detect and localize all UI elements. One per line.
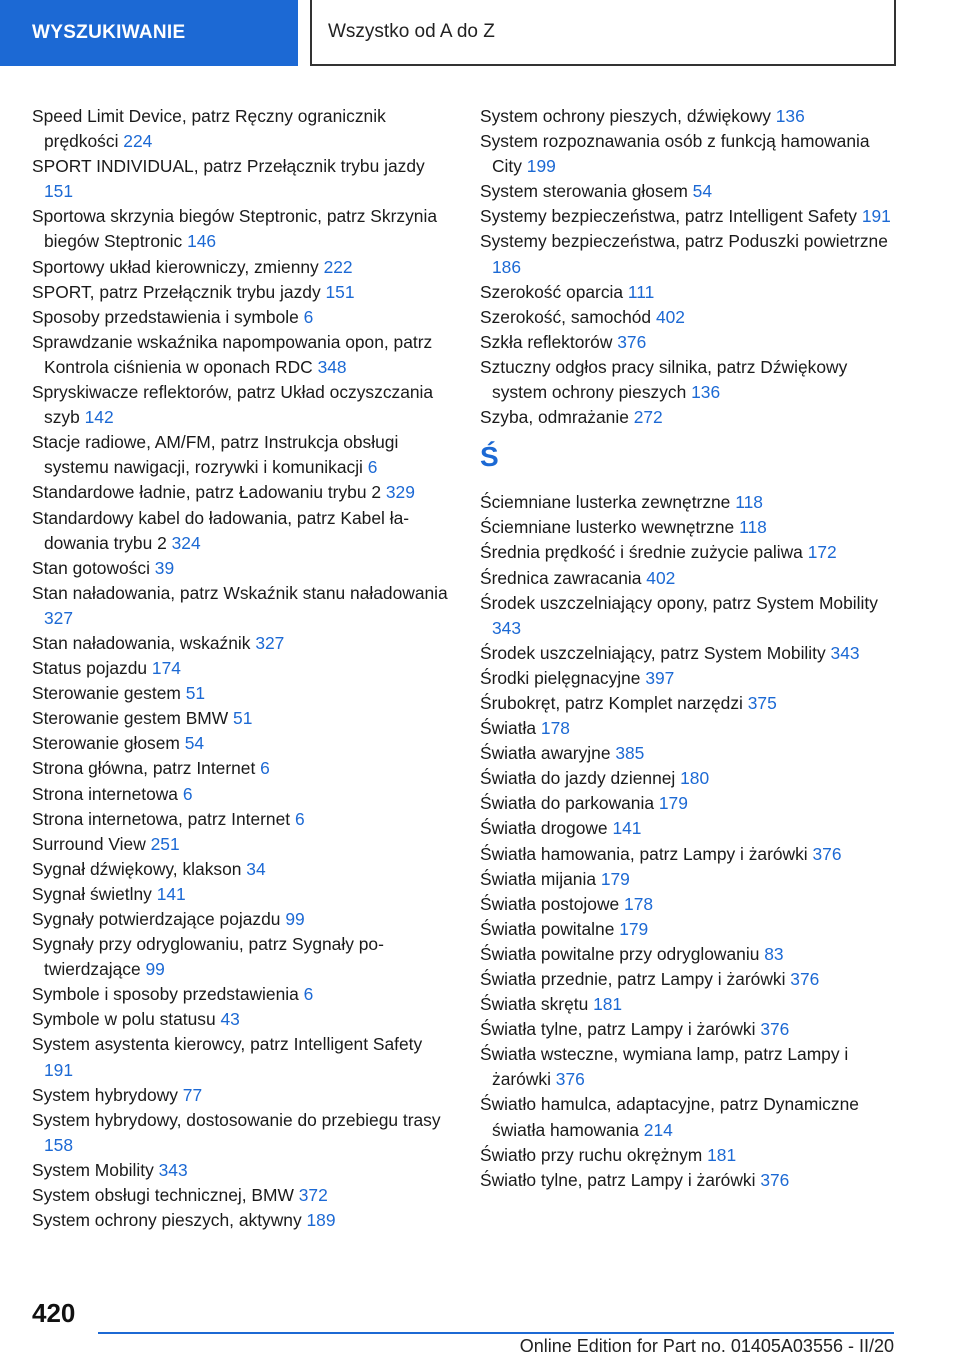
index-entry (32, 1032, 452, 1082)
index-entry-term: Szerokość, samochód (480, 306, 652, 327)
index-entry-term: Śrubokręt, patrz Komplet narzędzi (480, 692, 743, 713)
index-entry (480, 892, 900, 917)
index-entry-term: Sygnał dźwiękowy, klakson (32, 858, 242, 879)
index-entry (32, 932, 452, 982)
index-entry (32, 154, 452, 204)
index-entry (32, 706, 452, 731)
index-entry-term: Środek uszczelniający, patrz System Mobility (480, 642, 826, 663)
index-entry-term: Strona internetowa (32, 783, 178, 804)
letter-heading: Ś (480, 441, 499, 473)
index-entry-term: Standardowy kabel do ładowania, patrz Kabel ładowania trybu 2 (32, 507, 410, 553)
index-entry (32, 882, 452, 907)
section-tab[interactable]: WYSZUKIWANIE (0, 0, 298, 66)
page-reference-link[interactable]: 343 (492, 617, 522, 638)
index-entry-term: System sterowania głosem (480, 181, 688, 202)
index-entry-term: Strona internetowa, patrz Internet (32, 808, 291, 829)
index-entry-term: Surround View (32, 833, 146, 854)
index-entry-term: Światła drogowe (480, 818, 608, 839)
index-entry (32, 380, 452, 430)
index-entry (480, 716, 900, 741)
page-reference-link[interactable]: 178 (624, 893, 654, 914)
page-reference-link[interactable]: 6 (260, 758, 270, 779)
index-entry (32, 506, 452, 556)
page-reference-link[interactable]: 99 (145, 959, 165, 980)
index-entry (480, 305, 900, 330)
page-reference-link[interactable]: 224 (123, 131, 153, 152)
index-entry (32, 305, 452, 330)
index-entry-term: SPORT INDIVIDUAL, patrz Przełącznik trybu jazdy (32, 156, 425, 177)
index-entry-term: Systemy bezpieczeństwa, patrz Intelligent Safety (480, 206, 857, 227)
index-entry-term: Średnia prędkość i średnie zużycie paliwa (480, 542, 803, 563)
index-entry-term: Światła mijania (480, 868, 596, 889)
index-entry (32, 581, 452, 631)
index-entry-term: SPORT, patrz Przełącznik trybu jazdy (32, 281, 321, 302)
index-entry (480, 515, 900, 540)
page-reference-link[interactable]: 385 (615, 743, 645, 764)
index-entry (32, 807, 452, 832)
page-reference-link[interactable]: 376 (760, 1019, 790, 1040)
index-entry (480, 1042, 900, 1092)
page-reference-link[interactable]: 136 (691, 382, 721, 403)
index-entry-term: Stan naładowania, wskaźnik (32, 632, 251, 653)
index-entry (480, 229, 900, 279)
index-entry-term: Symbole w polu statusu (32, 1009, 216, 1030)
index-entry (32, 1108, 452, 1158)
index-entry-term: System hybrydowy (32, 1084, 178, 1105)
page-reference-link[interactable]: 136 (775, 106, 805, 126)
index-entry-term: Światła do parkowania (480, 793, 655, 814)
page-reference-link[interactable]: 179 (658, 793, 688, 814)
page-reference-link[interactable]: 327 (255, 632, 285, 653)
page-reference-link[interactable]: 376 (555, 1069, 585, 1090)
index-entry-term: Sygnały przy odryglowaniu, patrz Sygnały potwierdzające (32, 934, 384, 980)
page-reference-link[interactable]: 6 (303, 306, 314, 327)
page-reference-link[interactable]: 141 (612, 818, 642, 839)
index-entry-term: Środki pielęgnacyjne (480, 667, 641, 688)
index-entry (480, 791, 900, 816)
index-entry-term: Sygnały potwierdzające pojazdu (32, 909, 281, 929)
index-entry-term: Światła wsteczne, wymiana lamp, patrz Lampy i żarówki (480, 1044, 849, 1090)
index-entry (32, 480, 452, 505)
index-entry (32, 907, 452, 932)
index-entry-term: Sterowanie głosem (32, 733, 180, 754)
page-reference-link[interactable]: 77 (182, 1084, 203, 1105)
index-entry (480, 280, 900, 305)
page-reference-link[interactable]: 54 (692, 181, 712, 202)
page-reference-link[interactable]: 179 (619, 918, 649, 939)
index-entry-term: Szerokość oparcia (480, 281, 624, 302)
page-reference-link[interactable]: 186 (492, 256, 522, 277)
index-entry-term: Sportowy układ kierowniczy, zmienny (32, 256, 319, 277)
index-entry (32, 255, 452, 280)
page-reference-link[interactable]: 343 (158, 1159, 188, 1180)
index-entry (32, 832, 452, 857)
index-entry (32, 681, 452, 706)
page-reference-link[interactable]: 158 (44, 1134, 74, 1155)
index-entry-term: Stan naładowania, patrz Wskaźnik stanu naładowania (32, 582, 448, 603)
page-reference-link[interactable]: 83 (764, 943, 784, 964)
index-entry (480, 1168, 900, 1193)
index-entry-term: Światło tylne, patrz Lampy i żarówki (480, 1169, 756, 1190)
index-entry (480, 816, 900, 841)
page-reference-link[interactable]: 191 (44, 1059, 74, 1080)
index-entry-term: Ściemniane lusterko wewnętrzne (480, 517, 735, 538)
index-entry-term: Sterowanie gestem BMW (32, 708, 229, 729)
index-entry-term: Sterowanie gestem (32, 683, 181, 704)
page-reference-link[interactable]: 51 (185, 683, 206, 704)
index-entry-term: Światła przednie, patrz Lampy i żarówki (480, 969, 786, 989)
index-entry (32, 1083, 452, 1108)
index-entry (480, 1017, 900, 1042)
index-entry-term: Światło przy ruchu okrężnym (480, 1144, 703, 1165)
page-reference-link[interactable]: 251 (150, 833, 180, 854)
index-entry (480, 691, 900, 716)
index-entry (480, 1092, 900, 1142)
index-entry-term: Stacje radiowe, AM/FM, patrz Instrukcja obsługi systemu nawigacji, rozrywki i komunikacji (32, 432, 399, 478)
page-reference-link[interactable]: 34 (246, 858, 266, 879)
index-entry (32, 1208, 452, 1233)
index-entry (32, 756, 452, 781)
index-entry (480, 741, 900, 766)
index-entry (480, 591, 900, 641)
index-entry (32, 280, 452, 305)
page-reference-link[interactable]: 118 (735, 492, 763, 513)
page-reference-link[interactable]: 375 (747, 692, 777, 713)
page-reference-link[interactable]: 39 (154, 557, 175, 578)
index-entry-term: Światła powitalne (480, 918, 615, 939)
page-reference-link[interactable]: 402 (655, 306, 685, 327)
index-entry-term: Standardowe ładnie, patrz Ładowaniu trybu 2 (32, 482, 382, 503)
chapter-title: Wszystko od A do Z (310, 0, 896, 66)
index-entry-term: Szkła reflektorów (480, 331, 613, 352)
index-entry (32, 857, 452, 882)
index-entry (32, 104, 452, 154)
index-entry (480, 942, 900, 967)
page-reference-link[interactable]: 214 (643, 1119, 673, 1140)
page-reference-link[interactable]: 179 (600, 868, 630, 889)
index-entry-term: Światła powitalne przy odryglowaniu (480, 943, 760, 964)
index-entry (32, 1183, 452, 1208)
page-reference-link[interactable]: 180 (680, 768, 710, 789)
page-reference-link[interactable]: 6 (294, 808, 305, 829)
index-entry-term: Światła (480, 718, 537, 739)
page-reference-link[interactable]: 343 (830, 642, 860, 663)
index-entry-term: Sprawdzanie wskaźnika napompowania opon, patrz Kontrola ciśnienia w oponach RDC (32, 331, 433, 377)
page-reference-link[interactable]: 111 (627, 281, 655, 302)
index-entry-term: Światło hamulca, adaptacyjne, patrz Dynamiczne światła hamowania (480, 1094, 859, 1140)
page-reference-link[interactable]: 402 (646, 567, 676, 588)
index-entry-term: Światła hamowania, patrz Lampy i żarówki (480, 843, 808, 864)
index-entry-term: Środek uszczelniający opony, patrz System Mobility (480, 592, 878, 613)
index-entry (480, 330, 900, 355)
index-entry-term: Speed Limit Device, patrz Ręczny ogranicznik prędkości (32, 106, 386, 152)
index-entry-term: Światła tylne, patrz Lampy i żarówki (480, 1019, 756, 1040)
index-entry (32, 731, 452, 756)
page-reference-link[interactable]: 174 (151, 658, 181, 679)
page-reference-link[interactable]: 199 (526, 156, 556, 177)
index-entry (480, 967, 900, 992)
index-entry (480, 540, 900, 565)
index-entry-term: System ochrony pieszych, aktywny (32, 1210, 302, 1231)
index-entry-term: System obsługi technicznej, BMW (32, 1185, 294, 1206)
page-reference-link[interactable]: 151 (325, 281, 355, 302)
index-entry (480, 405, 900, 430)
page-reference-link[interactable]: 189 (306, 1210, 336, 1231)
page-reference-link[interactable]: 118 (739, 517, 767, 538)
index-entry-term: System ochrony pieszych, dźwiękowy (480, 106, 771, 126)
index-entry (32, 430, 452, 480)
index-entry (32, 1158, 452, 1183)
edition-info: Online Edition for Part no. 01405A03556 - II/20 (519, 1336, 894, 1356)
index-entry (480, 766, 900, 791)
index-entry (32, 556, 452, 581)
index-entry-term: Światła awaryjne (480, 743, 611, 764)
page-reference-link[interactable]: 397 (645, 667, 675, 688)
index-entry-term: Stan gotowości (32, 557, 150, 578)
index-entry (32, 656, 452, 681)
index-entry (480, 917, 900, 942)
page-reference-link[interactable]: 324 (171, 532, 201, 553)
index-entry (480, 490, 900, 515)
page-reference-link[interactable]: 142 (84, 407, 114, 428)
page-reference-link[interactable]: 99 (285, 909, 305, 929)
index-entry-term: Systemy bezpieczeństwa, patrz Poduszki powietrzne (480, 231, 888, 252)
page-reference-link[interactable]: 348 (317, 356, 347, 377)
index-entry-term: Sztuczny odgłos pracy silnika, patrz Dźwiękowy system ochrony pieszych (480, 356, 848, 403)
page-reference-link[interactable]: 372 (298, 1185, 328, 1206)
index-entry-term: Sportowa skrzynia biegów Steptronic, patrz Skrzynia biegów Steptronic (32, 206, 437, 252)
index-entry (480, 355, 900, 405)
index-entry (480, 842, 900, 867)
index-entry-term: Światła postojowe (480, 893, 620, 914)
index-entry (480, 204, 900, 229)
index-entry (32, 1007, 452, 1032)
index-entry-term: Strona główna, patrz Internet (32, 758, 256, 779)
index-entry (480, 566, 900, 591)
page-reference-link[interactable]: 43 (220, 1009, 240, 1030)
page-reference-link[interactable]: 376 (812, 843, 842, 864)
index-entry-term: Symbole i sposoby przedstawienia (32, 984, 299, 1005)
index-group-s (480, 104, 900, 430)
index-entry-term: System rozpoznawania osób z funkcją hamowania City (480, 131, 870, 177)
index-group-s-acute (480, 490, 900, 1193)
index-entry (480, 641, 900, 666)
index-entry (480, 867, 900, 892)
index-entry (32, 330, 452, 380)
index-entry (480, 1143, 900, 1168)
index-entry-term: Sposoby przedstawienia i symbole (32, 306, 299, 327)
index-entry-term: Sygnał świetlny (32, 883, 152, 904)
index-column-right (480, 104, 900, 1193)
index-entry (32, 631, 452, 656)
index-entry-term: Status pojazdu (32, 658, 148, 679)
page-reference-link[interactable]: 172 (807, 542, 837, 563)
page-reference-link[interactable]: 6 (182, 783, 193, 804)
index-entry-term: Średnica zawracania (480, 567, 642, 588)
index-entry-term: Światła skrętu (480, 994, 589, 1015)
page-reference-link[interactable]: 151 (44, 181, 74, 202)
page-reference-link[interactable]: 327 (44, 607, 74, 628)
page-reference-link[interactable]: 181 (593, 994, 623, 1015)
index-entry-term: System Mobility (32, 1159, 154, 1180)
index-entry (32, 204, 452, 254)
index-entry-term: Światła do jazdy dziennej (480, 768, 676, 789)
index-entry (480, 666, 900, 691)
index-column-left (32, 104, 452, 1233)
index-entry (480, 992, 900, 1017)
page-reference-link[interactable]: 376 (760, 1169, 790, 1190)
page-reference-link[interactable]: 51 (233, 708, 253, 729)
page-reference-link[interactable]: 376 (790, 969, 820, 989)
index-entry (32, 982, 452, 1007)
page-reference-link[interactable]: 54 (184, 733, 205, 754)
page-reference-link[interactable]: 222 (323, 256, 353, 277)
page-reference-link[interactable]: 181 (707, 1144, 737, 1165)
page-header (0, 0, 960, 66)
index-entry (480, 179, 900, 204)
index-entry (480, 104, 900, 129)
page-reference-link[interactable]: 6 (303, 984, 314, 1005)
index-entry-term: Spryskiwacze reflektorów, patrz Układ oczyszczania szyb (32, 382, 434, 428)
page-reference-link[interactable]: 376 (617, 331, 647, 352)
index-entry (480, 129, 900, 179)
index-entry-term: Ściemniane lusterka zewnętrzne (480, 492, 731, 513)
page-reference-link[interactable]: 141 (156, 883, 186, 904)
page-reference-link[interactable]: 272 (633, 407, 663, 428)
index-entry-term: System asystenta kierowcy, patrz Intelligent Safety (32, 1034, 423, 1055)
index-entry-term: Szyba, odmrażanie (480, 407, 629, 428)
index-entry (32, 782, 452, 807)
page-number: 420 (32, 1298, 76, 1328)
page-reference-link[interactable]: 191 (861, 206, 891, 227)
page-reference-link[interactable]: 146 (187, 231, 217, 252)
footer-divider (98, 1332, 894, 1334)
page-reference-link[interactable]: 178 (540, 718, 570, 739)
page-reference-link[interactable]: 6 (367, 457, 378, 478)
page-reference-link[interactable]: 329 (385, 482, 415, 503)
index-entry-term: System hybrydowy, dostosowanie do przebiegu trasy (32, 1109, 441, 1130)
